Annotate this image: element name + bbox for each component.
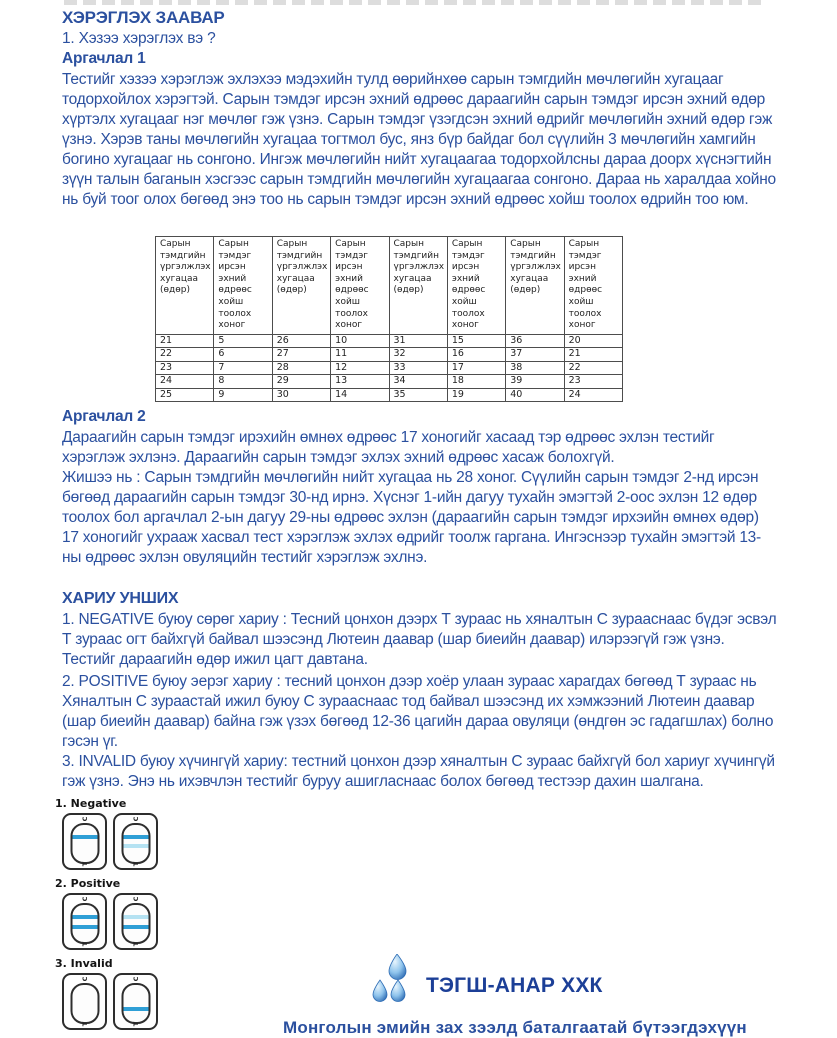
control-line-label: C [131,816,140,822]
test-line-label: T [80,941,89,947]
table-cell: 6 [214,348,272,362]
strong-line [72,915,97,919]
method2-example: Жишээ нь : Сарын тэмдгийн мөчлөгийн нийт хугацаа нь 28 хоног. Сүүлийн сарын тэмдэг 2-нд ирсэн бөгөөд дараагийн сарын тэмдэг 30-нд ирнэ. Хүснэг 1-ийн дагуу тухайн эмэгтэй 2-оос эхлэн 12 өдөр тоолох бол аргачлал 2-ын дагуу 29-ны өдрөөс эхлэн (дараагийн сарын тэмдэг ирхэийн өмнөх өдөр) 17 хоногийг ухрааж хасвал тест хэрэглэж эхлэх өдрийг тоолж гаргана. Ингэснээр тухайн эмэгтэй 13-ны өдрөөс эхлэн овуляцийн тестийг хэрэглэж эхлнэ. [62,469,761,566]
result-window [121,983,150,1027]
table-cell: 40 [506,388,564,402]
table-header-cell: Сарын тэмдэг ирсэн эхний өдрөөс хойш тоолох хоног [331,237,389,335]
cycle-table-body [156,334,623,402]
control-line-label: C [80,896,89,902]
table-row [156,361,623,375]
table-header-cell: Сарын тэмдгийн үргэлжлэх хугацаа (өдөр) [389,237,447,335]
test-line-label: T [131,861,140,867]
table-row [156,334,623,348]
result-item-invalid: 3. INVALID буюу хүчингүй хариу: тестний цонхон дээр хяналтын С зураас байхгүй бол хариуг хүчингүй гэж үзнэ. Энэ нь ихэвчлэн тестийг буруу ашигласнаас болох бөгөөд тестээр дахин шалгана. [62,753,775,790]
cropped-text-bottom: Монголын эмийн зах зээлд баталгаатай бүтээгдэхүүн [283,1018,747,1037]
table-cell: 21 [564,348,622,362]
table-cell: 7 [214,361,272,375]
control-line-label: C [131,896,140,902]
table-cell: 32 [389,348,447,362]
table-header-cell: Сарын тэмдэг ирсэн эхний өдрөөс хойш тоолох хоног [564,237,622,335]
table-row [156,388,623,402]
result-diagrams [55,797,255,1037]
table-cell: 37 [506,348,564,362]
table-cell: 16 [447,348,505,362]
table-cell: 22 [156,348,214,362]
table-cell: 38 [506,361,564,375]
table-cell: 23 [564,375,622,389]
result-window [70,823,99,867]
faint-line [123,844,148,848]
table-header-cell: Сарын тэмдэг ирсэн эхний өдрөөс хойш тоолох хоног [214,237,272,335]
strong-line [72,925,97,929]
cassette-row [62,813,255,870]
table-cell: 11 [331,348,389,362]
test-line-label: T [131,1021,140,1027]
cassette-row [62,893,255,950]
table-cell: 5 [214,334,272,348]
table-cell: 28 [272,361,330,375]
table-cell: 12 [331,361,389,375]
table-row [156,348,623,362]
table-cell: 9 [214,388,272,402]
control-line-label: C [80,976,89,982]
table-header-cell: Сарын тэмдгийн үргэлжлэх хугацаа (өдөр) [506,237,564,335]
company-logo [372,954,603,1006]
table-cell: 33 [389,361,447,375]
test-line-label: T [131,941,140,947]
results-heading: ХАРИУ УНШИХ [62,590,179,607]
control-line-label: C [131,976,140,982]
table-cell: 27 [272,348,330,362]
strong-line [123,835,148,839]
strong-line [123,925,148,929]
table-cell: 15 [447,334,505,348]
test-cassette [113,973,158,1030]
result-window [70,983,99,1027]
test-cassette [62,813,107,870]
table-cell: 39 [506,375,564,389]
faint-line [123,915,148,919]
strong-line [123,1007,148,1011]
table-cell: 14 [331,388,389,402]
table-cell: 24 [156,375,214,389]
result-item-negative: 1. NEGATIVE буюу сөрөг хариу : Тесний цонхон дээрх Т зураас нь хяналтын С зурааснаас бүдэг эсвэл Т зураас огт байхгүй байвал шээсэнд Лютеин даавар (шар биеийн даавар) илэрээгүй гэж үзнэ. Тестийг дараагийн өдөр ижил цагт давтана. [62,611,777,668]
method2-body: Дараагийн сарын тэмдэг ирэхийн өмнөх өдрөөс 17 хоногийг хасаад тэр өдрөөс эхлэн тестийг хэрэглэж эхлэнэ. Дараагийн сарын тэмдэг эхлэх эхний өдрөөс хасаж болохгүй. [62,429,715,466]
test-line-label: T [80,861,89,867]
test-cassette [62,973,107,1030]
table-cell: 25 [156,388,214,402]
company-name: ТЭГШ-АНАР ХХК [426,974,603,997]
page-title: ХЭРЭГЛЭХ ЗААВАР [62,8,225,27]
cycle-table [155,236,623,402]
control-line-label: C [80,816,89,822]
method1-body: Тестийг хэзээ хэрэглэж эхлэхээ мэдэхийн тулд өөрийнхөө сарын тэмгдийн мөчлөгийн хугацааг тодорхойлох хэрэгтэй. Сарын тэмдэг ирсэн эхний өдрөөс дараагийн сарын тэмдэг ирсэн эхний өдөр хүртэлх хугацааг нэг мөчлөг гэж үзнэ. Сарын тэмдэг үзэгдсэн эхний өдрийг мөчлөгийн эхний өдөр гэж үзнэ. Хэрэв таны мөчлөгийн хугацаа тогтмол бус, янз бүр байдаг бол сүүлийн 3 мөчлөгийн хамгийн богино хугацааг нь сонгоно. Ингэж мөчлөгийн нийт хугацаагаа тодорхойлсны дараа доорх хүснэгтийн зүүн талын баганын хэсгээс сарын тэмдгийн мөчлөгийн хугацаагаа сонгоно. Дараа нь харалдаа хойно нь буй тоог олох бөгөөд энэ тоо нь сарын тэмдэг ирсэн эхний өдрөөс хойш тоолох өдрийн тоо юм. [62,71,776,208]
table-cell: 13 [331,375,389,389]
table-cell: 35 [389,388,447,402]
table-header-cell: Сарын тэмдэг ирсэн эхний өдрөөс хойш тоолох хоног [447,237,505,335]
cropped-text-top [64,0,762,5]
table-header-cell: Сарын тэмдгийн үргэлжлэх хугацаа (өдөр) [272,237,330,335]
table-cell: 19 [447,388,505,402]
table-cell: 23 [156,361,214,375]
diagram-section-label: 2. Positive [55,877,121,890]
table-cell: 26 [272,334,330,348]
cassette-row [62,973,255,1030]
result-window [70,903,99,947]
test-cassette [62,893,107,950]
result-window [121,903,150,947]
table-cell: 34 [389,375,447,389]
table-header-cell: Сарын тэмдгийн үргэлжлэх хугацаа (өдөр) [156,237,214,335]
diagram-section-label: 3. Invalid [55,957,113,970]
cycle-table-head [156,237,623,335]
table-row [156,375,623,389]
table-cell: 24 [564,388,622,402]
method2-heading: Аргачлал 2 [62,408,146,425]
table-cell: 8 [214,375,272,389]
test-line-label: T [80,1021,89,1027]
result-window [121,823,150,867]
table-cell: 29 [272,375,330,389]
test-cassette [113,813,158,870]
table-cell: 22 [564,361,622,375]
strong-line [72,835,97,839]
table-cell: 18 [447,375,505,389]
table-cell: 36 [506,334,564,348]
question-when-to-use: 1. Хэзээ хэрэглэх вэ ? [62,30,216,47]
table-cell: 21 [156,334,214,348]
table-cell: 30 [272,388,330,402]
table-cell: 10 [331,334,389,348]
water-drops-icon [372,954,418,1006]
table-cell: 17 [447,361,505,375]
method1-heading: Аргачлал 1 [62,50,146,67]
table-cell: 31 [389,334,447,348]
table-cell: 20 [564,334,622,348]
result-item-positive: 2. POSITIVE буюу эерэг хариу : тесний цонхон дээр хоёр улаан зураас харагдах бөгөөд Т зураас нь Хяналтын С зураастай ижил буюу С зурааснаас тод байвал шээсэнд их хэмжээний Лютеин даавар (шар биеийн даавар) байна гэж үзэх бөгөөд 12-36 цагийн дараа овуляци (өндгөн эс гадагшлах) болно гэсэн үг. [62,673,774,750]
diagram-section-label: 1. Negative [55,797,127,810]
test-cassette [113,893,158,950]
